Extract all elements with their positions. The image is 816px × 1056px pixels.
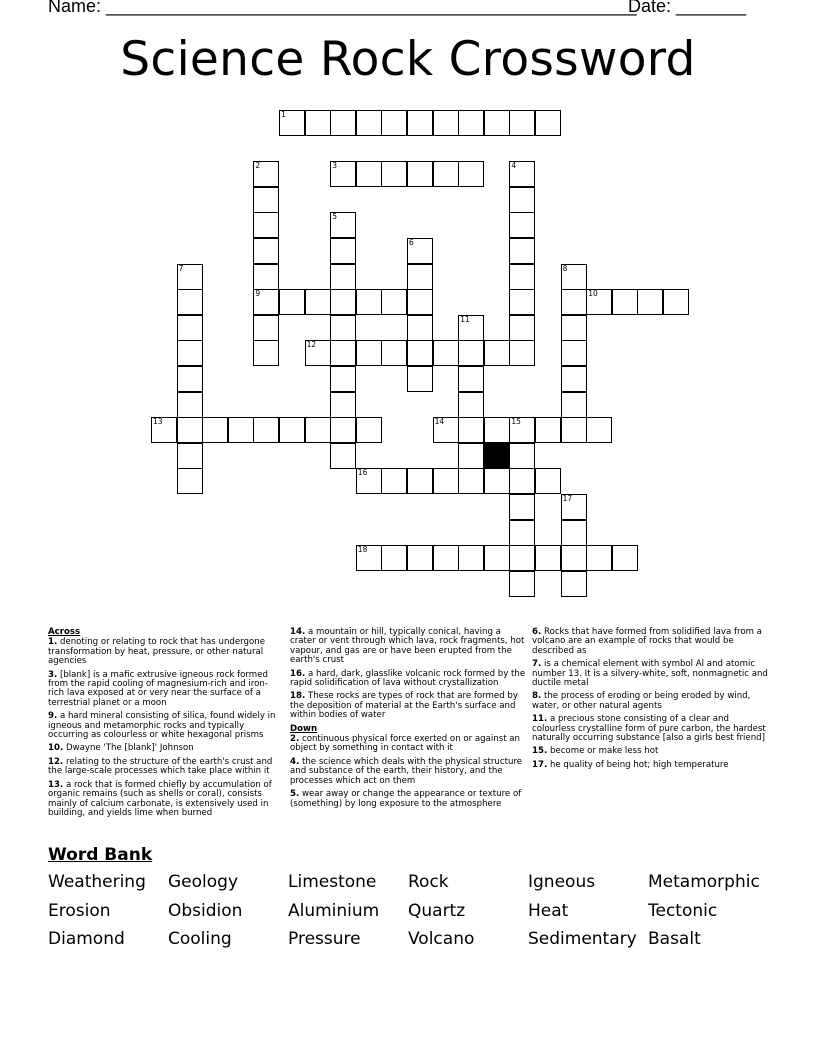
crossword-cell[interactable]	[561, 545, 587, 571]
crossword-cell[interactable]	[177, 417, 203, 443]
crossword-cell[interactable]	[381, 289, 407, 315]
crossword-cell[interactable]	[253, 315, 279, 341]
crossword-cell[interactable]	[561, 340, 587, 366]
clue-number: 14	[434, 417, 445, 427]
crossword-cell[interactable]	[330, 161, 356, 187]
crossword-cell[interactable]	[509, 468, 535, 494]
crossword-cell[interactable]	[177, 468, 203, 494]
crossword-cell[interactable]	[381, 161, 407, 187]
clue-across-12: 12. relating to the structure of the earth's crust and the large-scale processes which take place within it	[48, 756, 273, 777]
crossword-cell[interactable]	[253, 238, 279, 264]
crossword-cell[interactable]	[381, 110, 407, 136]
crossword-cell[interactable]	[433, 340, 459, 366]
word-bank-item: Cooling	[168, 929, 232, 949]
clue-number: 12	[306, 340, 317, 350]
word-bank-item: Volcano	[408, 929, 475, 949]
crossword-cell[interactable]	[177, 340, 203, 366]
crossword-cell[interactable]	[509, 340, 535, 366]
word-bank-item: Quartz	[408, 900, 466, 921]
crossword-cell[interactable]	[407, 315, 433, 341]
word-bank-item: Heat	[528, 900, 569, 921]
word-bank-item: Tectonic	[648, 900, 718, 921]
clue-number: 7	[178, 263, 184, 273]
crossword-cell[interactable]	[330, 289, 356, 315]
crossword-cell[interactable]	[330, 110, 356, 136]
crossword-cell[interactable]	[305, 417, 331, 443]
crossword-cell[interactable]	[407, 340, 433, 366]
clue-down-15: 15. become or make less hot	[532, 746, 659, 757]
crossword-cell[interactable]	[407, 545, 433, 571]
clue-number: 9	[255, 289, 261, 299]
crossword-cell[interactable]	[381, 340, 407, 366]
clue-down-5: 5. wear away or change the appearance or texture of (something) by long exposure to the atmosphere	[290, 789, 522, 809]
crossword-cell[interactable]	[535, 545, 561, 571]
clue-number: 18	[357, 545, 368, 555]
clue-number: 5	[332, 212, 337, 222]
clue-down-6: 6. Rocks that have formed from solidified lava from a volcano are an example of rocks that would be described as	[532, 627, 762, 656]
crossword-cell[interactable]	[253, 289, 279, 315]
crossword-cell[interactable]	[561, 417, 587, 443]
crossword-cell[interactable]	[561, 289, 587, 315]
crossword-cell[interactable]	[458, 161, 484, 187]
crossword-cell[interactable]	[509, 443, 535, 469]
crossword-cell[interactable]	[253, 417, 279, 443]
word-bank-item: Aluminium	[288, 900, 380, 921]
clues-column-3	[532, 628, 768, 774]
clue-down-8: 8. the process of eroding or being eroded by wind, water, or other natural agents	[532, 691, 751, 711]
crossword-cell[interactable]	[637, 289, 663, 315]
crossword-cell[interactable]	[509, 212, 535, 238]
clue-across-1: 1. denoting or relating to rock that has undergone transformation by heat, pressure, or other natural agencies	[48, 637, 265, 667]
clue-down-4: 4. the science which deals with the physical structure and substance of the earth, their history, and the processes which act on them	[290, 756, 523, 786]
crossword-cell[interactable]	[407, 289, 433, 315]
crossword-cell[interactable]	[458, 110, 484, 136]
crossword-cell[interactable]	[458, 340, 484, 366]
crossword-cell[interactable]	[458, 443, 484, 469]
clues-column-2	[290, 628, 526, 813]
crossword-cell[interactable]	[509, 571, 535, 597]
name-field[interactable]: Name: _____________________________________________________	[48, 0, 637, 16]
crossword-cell[interactable]	[509, 315, 535, 341]
crossword-cell[interactable]	[330, 417, 356, 443]
crossword-cell[interactable]	[509, 417, 535, 443]
crossword-cell[interactable]	[433, 110, 459, 136]
word-bank-item: Diamond	[48, 929, 125, 949]
crossword-cell[interactable]	[612, 545, 638, 571]
crossword-cell[interactable]	[279, 110, 305, 136]
crossword-cell[interactable]	[433, 417, 459, 443]
crossword-cell[interactable]	[509, 520, 535, 546]
crossword-cell[interactable]	[407, 161, 433, 187]
crossword-cell[interactable]	[561, 315, 587, 341]
crossword-cell[interactable]	[535, 417, 561, 443]
crossword-cell[interactable]	[484, 545, 510, 571]
word-bank-title: Word Bank	[48, 845, 153, 865]
word-bank-item: Basalt	[648, 929, 701, 949]
clue-number: 1	[281, 110, 286, 119]
crossword-cell[interactable]	[356, 161, 382, 187]
crossword-cell[interactable]	[305, 289, 331, 315]
word-bank-item: Limestone	[288, 872, 377, 892]
crossword-cell[interactable]	[177, 366, 203, 392]
crossword-cell[interactable]	[458, 392, 484, 418]
crossword-cell[interactable]	[586, 545, 612, 571]
clue-down-17: 17. he quality of being hot; high temperature	[532, 759, 729, 770]
crossword-cell[interactable]	[407, 468, 433, 494]
crossword-cell[interactable]	[458, 366, 484, 392]
crossword-black-cell	[484, 443, 510, 469]
clue-number: 15	[511, 417, 521, 427]
crossword-cell[interactable]	[458, 468, 484, 494]
crossword-cell[interactable]	[509, 161, 535, 187]
word-bank-item: Metamorphic	[648, 872, 760, 892]
word-bank-item: Sedimentary	[528, 929, 637, 949]
date-field[interactable]: Date: _______	[628, 0, 747, 16]
crossword-cell[interactable]	[509, 289, 535, 315]
crossword-cell[interactable]	[561, 264, 587, 290]
clue-number: 4	[511, 161, 517, 171]
crossword-cell[interactable]	[561, 366, 587, 392]
clue-across-14: 14. a mountain or hill, typically conical, having a crater or vent through which lava, rock fragments, hot vapour, and gas are or have been erupted from the earth's crust	[290, 627, 525, 666]
crossword-cell[interactable]	[330, 366, 356, 392]
crossword-cell[interactable]	[612, 289, 638, 315]
crossword-cell[interactable]	[509, 110, 535, 136]
clue-number: 8	[562, 263, 568, 273]
clue-across-13: 13. a rock that is formed chiefly by accumulation of organic remains (such as shells or coral), consists mainly of calcium carbonate, is extensively used in building, and yields lime when burned	[48, 779, 272, 818]
crossword-cell[interactable]	[509, 187, 535, 213]
crossword-cell[interactable]	[177, 289, 203, 315]
crossword-cell[interactable]	[509, 494, 535, 520]
clue-number: 17	[562, 494, 573, 503]
crossword-cell[interactable]	[279, 289, 305, 315]
crossword-cell[interactable]	[177, 264, 203, 290]
crossword-cell[interactable]	[356, 340, 382, 366]
word-bank-item: Geology	[168, 872, 239, 892]
crossword-cell[interactable]	[484, 340, 510, 366]
clue-number: 2	[255, 161, 261, 171]
crossword-cell[interactable]	[407, 366, 433, 392]
word-bank-item: Erosion	[48, 900, 111, 921]
page-title: Science Rock Crossword	[120, 32, 696, 87]
crossword-cell[interactable]	[330, 315, 356, 341]
crossword-cell[interactable]	[356, 545, 382, 571]
clue-number: 16	[357, 468, 368, 478]
crossword-cell[interactable]	[484, 110, 510, 136]
crossword-cell[interactable]	[356, 417, 382, 443]
crossword-cell[interactable]	[253, 340, 279, 366]
crossword-cell[interactable]	[535, 468, 561, 494]
crossword-cell[interactable]	[330, 443, 356, 469]
crossword-cell[interactable]	[177, 392, 203, 418]
crossword-cell[interactable]	[458, 315, 484, 341]
clue-down-2: 2. continuous physical force exerted on or against an object by something in contact with it	[290, 734, 521, 754]
clue-number: 13	[153, 417, 163, 427]
crossword-cell[interactable]	[381, 468, 407, 494]
crossword-cell[interactable]	[407, 264, 433, 290]
crossword-cell[interactable]	[381, 545, 407, 571]
crossword-cell[interactable]	[305, 340, 331, 366]
crossword-cell[interactable]	[433, 468, 459, 494]
crossword-cell[interactable]	[509, 238, 535, 264]
clue-across-18: 18. These rocks are types of rock that are formed by the deposition of material at the Earth's surface and within bodies of water	[290, 691, 518, 721]
crossword-cell[interactable]	[305, 110, 331, 136]
clue-number: 10	[588, 289, 598, 299]
word-bank-item: Igneous	[528, 872, 596, 892]
clue-across-10: 10. Dwayne 'The [blank]' Johnson	[48, 743, 194, 754]
crossword-cell[interactable]	[433, 161, 459, 187]
clue-number: 11	[460, 314, 470, 324]
crossword-cell[interactable]	[484, 417, 510, 443]
crossword-cell[interactable]	[663, 289, 689, 315]
crossword-cell[interactable]	[356, 468, 382, 494]
crossword-cell[interactable]	[561, 392, 587, 418]
crossword-cell[interactable]	[484, 468, 510, 494]
crossword-cell[interactable]	[202, 417, 228, 443]
crossword-cell[interactable]	[253, 212, 279, 238]
crossword-cell[interactable]	[407, 110, 433, 136]
clue-down-7: 7. is a chemical element with symbol Al and atomic number 13. It is a silvery-white, soft, nonmagnetic and ductile metal	[532, 659, 768, 689]
word-bank-item: Obsidion	[168, 900, 243, 921]
clue-across-16: 16. a hard, dark, glasslike volcanic rock formed by the rapid solidification of lava without crystallization	[290, 668, 526, 689]
crossword-cell[interactable]	[509, 545, 535, 571]
crossword-cell[interactable]	[561, 494, 587, 520]
crossword-cell[interactable]	[561, 520, 587, 546]
crossword-cell[interactable]	[433, 545, 459, 571]
clue-across-9: 9. a hard mineral consisting of silica, found widely in igneous and metamorphic rocks and typically occurring as colourless or white hexagonal prisms	[48, 711, 276, 741]
clues-column-1	[48, 628, 284, 822]
word-bank-item: Rock	[408, 872, 449, 892]
crossword-cell[interactable]	[330, 340, 356, 366]
crossword-cell[interactable]	[330, 264, 356, 290]
crossword-cell[interactable]	[330, 392, 356, 418]
crossword-cell[interactable]	[330, 212, 356, 238]
crossword-cell[interactable]	[586, 417, 612, 443]
clue-number: 3	[332, 161, 337, 171]
crossword-cell[interactable]	[151, 417, 177, 443]
crossword-cell[interactable]	[458, 545, 484, 571]
crossword-cell[interactable]	[586, 289, 612, 315]
crossword-cell[interactable]	[561, 571, 587, 597]
crossword-cell[interactable]	[253, 264, 279, 290]
crossword-cell[interactable]	[535, 110, 561, 136]
crossword-cell[interactable]	[253, 161, 279, 187]
crossword-cell[interactable]	[356, 289, 382, 315]
crossword-cell[interactable]	[177, 315, 203, 341]
word-bank-item: Pressure	[288, 929, 361, 949]
clue-down-11: 11. a precious stone consisting of a clear and colourless crystalline form of pure carbon, the hardest naturally occurring substance [also a girls best friend]	[532, 714, 766, 744]
crossword-cell[interactable]	[228, 417, 254, 443]
crossword-cell[interactable]	[509, 264, 535, 290]
crossword-cell[interactable]	[253, 187, 279, 213]
crossword-cell[interactable]	[177, 443, 203, 469]
down-heading: Down	[290, 723, 318, 734]
clue-across-3: 3. [blank] is a mafic extrusive igneous rock formed from the rapid cooling of magnesium-rich and iron-rich lava exposed at or very near the surface of a terrestrial planet or a moon	[48, 669, 268, 708]
clue-number: 6	[409, 238, 414, 247]
word-bank	[48, 872, 768, 958]
crossword-cell[interactable]	[407, 238, 433, 264]
crossword-cell[interactable]	[458, 417, 484, 443]
crossword-cell[interactable]	[330, 238, 356, 264]
across-heading: Across	[48, 627, 81, 637]
crossword-cell[interactable]	[279, 417, 305, 443]
word-bank-item: Weathering	[48, 872, 146, 892]
crossword-cell[interactable]	[356, 110, 382, 136]
